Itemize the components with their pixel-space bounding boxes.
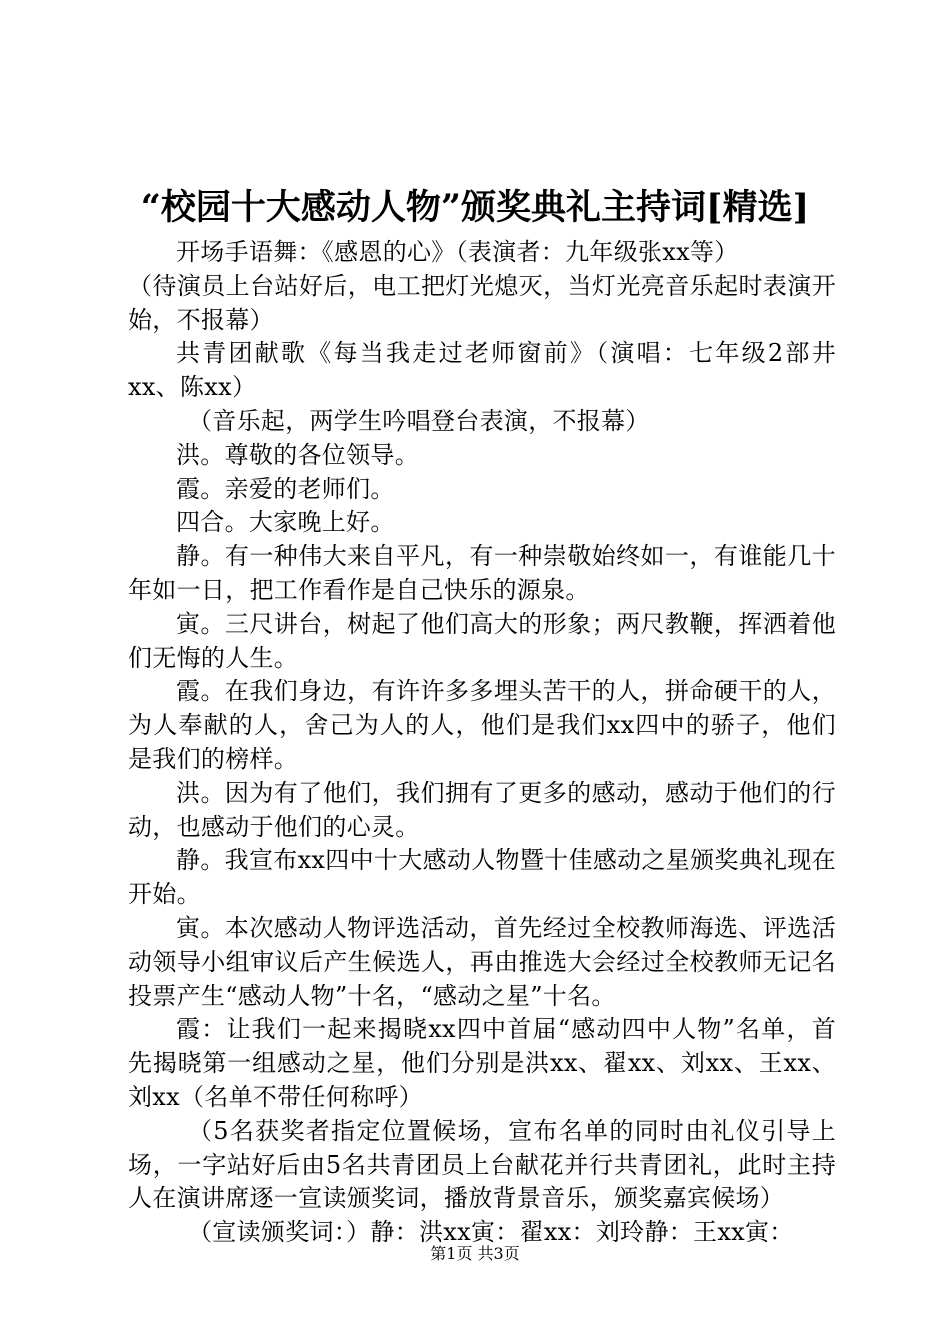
paragraph-song: 共青团献歌《每当我走过老师窗前》（演唱：七年级2部井xx、陈xx） xyxy=(128,339,836,402)
paragraph-line: 霞。在我们身边，有许许多多埋头苦干的人，拼命硬干的人，为人奉献的人，舍己为人的人，他们是我们xx四中的骄子，他们是我们的榜样。 xyxy=(128,677,836,773)
paragraph-award-reading: （宣读颁奖词：）静：洪xx寅：翟xx：刘玲静：王xx寅： xyxy=(188,1218,794,1247)
paragraph-line: 静。有一种伟大来自平凡，有一种崇敬始终如一，有谁能几十年如一日，把工作看作是自己快乐的源泉。 xyxy=(128,542,836,604)
document-body xyxy=(128,236,836,1250)
paragraph-line: 霞。亲爱的老师们。 xyxy=(176,474,395,503)
document-title: “校园十大感动人物”颁奖典礼主持词[精选] xyxy=(140,187,810,228)
paragraph-line: 寅。三尺讲台，树起了他们高大的形象；两尺教鞭，挥洒着他们无悔的人生。 xyxy=(128,609,836,672)
page-number: 第1页 共3页 xyxy=(430,1244,520,1263)
paragraph-line: 洪。尊敬的各位领导。 xyxy=(176,440,419,469)
paragraph-line: 静。我宣布xx四中十大感动人物暨十佳感动之星颁奖典礼现在开始。 xyxy=(128,846,836,909)
paragraph-stage-note-1: （待演员上台站好后，电工把灯光熄灭，当灯光亮音乐起时表演开始，不报幕） xyxy=(128,271,836,334)
paragraph-line: 四合。大家晚上好。 xyxy=(176,508,395,537)
paragraph-line: 霞：让我们一起来揭晓xx四中首届“感动四中人物”名单，首先揭晓第一组感动之星，他们分别是洪xx、翟xx、刘xx、王xx、刘xx（名单不带任何称呼） xyxy=(128,1015,836,1111)
paragraph-opening-dance: 开场手语舞：《感恩的心》（表演者：九年级张xx等） xyxy=(176,238,739,266)
paragraph-stage-note-2: （音乐起，两学生吟唱登台表演，不报幕） xyxy=(188,406,650,435)
paragraph-stage-note-3: （5名获奖者指定位置候场，宣布名单的同时由礼仪引导上场，一字站好后由5名共青团员上台献花并行共青团礼，此时主持人在演讲席逐一宣读颁奖词，播放背景音乐，颁奖嘉宾候场） xyxy=(128,1116,836,1213)
paragraph-line: 寅。本次感动人物评选活动，首先经过全校教师海选、评选活动领导小组审议后产生候选人，再由推选大会经过全校教师无记名投票产生“感动人物”十名，“感动之星”十名。 xyxy=(128,913,836,1010)
paragraph-line: 洪。因为有了他们，我们拥有了更多的感动，感动于他们的行动，也感动于他们的心灵。 xyxy=(128,778,836,841)
